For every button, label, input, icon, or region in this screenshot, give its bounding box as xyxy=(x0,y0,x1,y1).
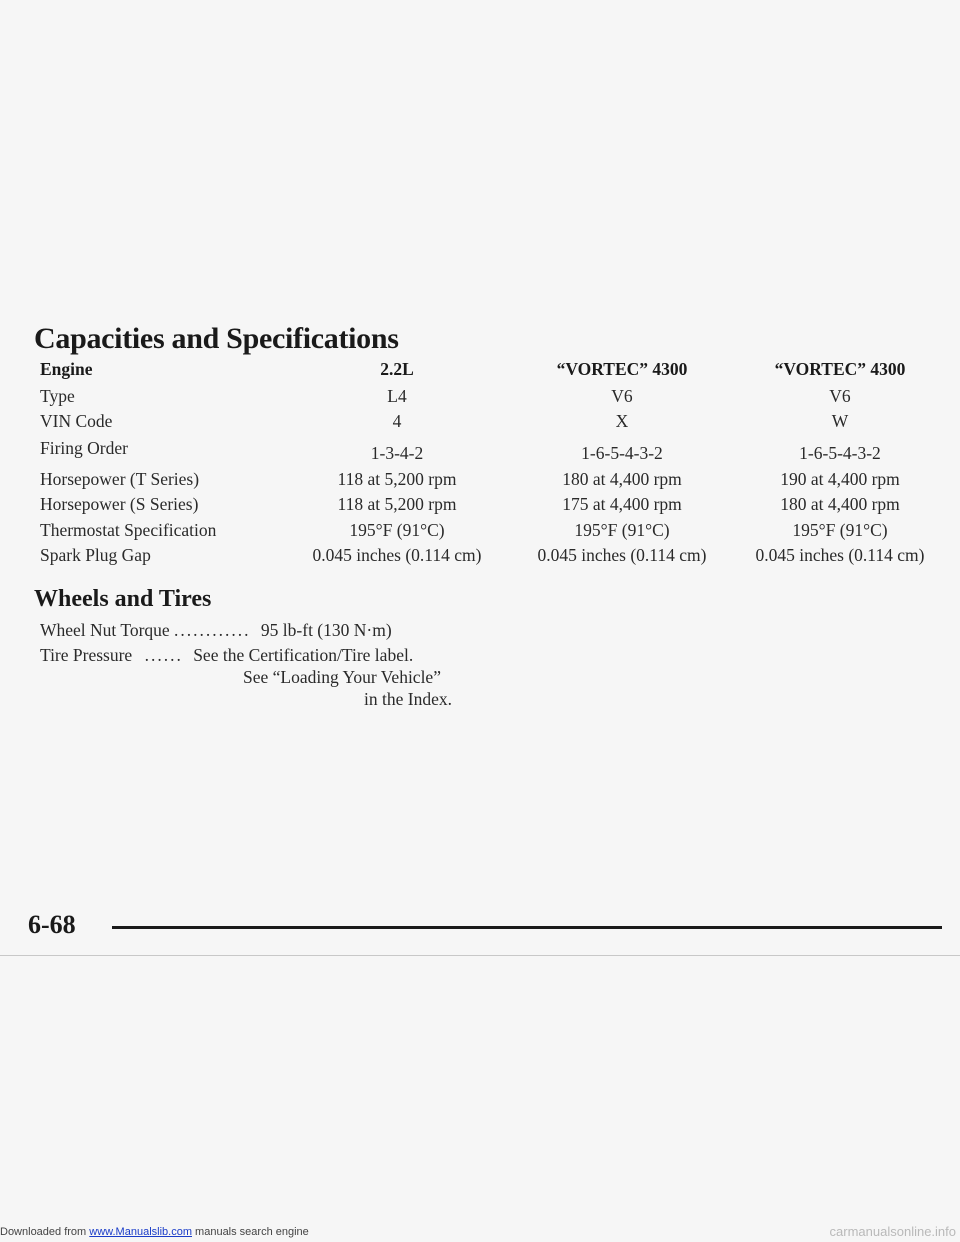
row-value: 118 at 5,200 rpm xyxy=(337,494,457,514)
row-value: 190 at 4,400 rpm xyxy=(780,469,900,489)
tire-pressure-label: Tire Pressure xyxy=(40,645,133,665)
leader-dots: ...... xyxy=(144,645,183,665)
row-value: 0.045 inches (0.114 cm) xyxy=(312,545,482,565)
header-engine-2-2l: 2.2L xyxy=(380,359,414,379)
table-row-spark-plug-gap xyxy=(40,545,940,571)
section-title: Capacities and Specifications xyxy=(34,322,399,355)
tire-pressure-value: See the Certification/Tire label. xyxy=(193,645,414,665)
wheel-nut-torque-value: 95 lb-ft (130 N·m) xyxy=(260,620,392,640)
table-row-horsepower-s xyxy=(40,494,940,520)
footer-rule xyxy=(112,926,942,929)
row-value: 0.045 inches (0.114 cm) xyxy=(755,545,925,565)
row-value: 195°F (91°C) xyxy=(349,520,445,540)
carmanuals-watermark: carmanualsonline.info xyxy=(829,1224,956,1239)
wheels-tires-heading: Wheels and Tires xyxy=(34,586,212,612)
page-number: 6-68 xyxy=(28,910,76,939)
row-label: Type xyxy=(40,386,75,406)
row-value: V6 xyxy=(829,386,851,406)
table-row-horsepower-t xyxy=(40,469,940,495)
row-label: Spark Plug Gap xyxy=(40,545,151,565)
row-value: 195°F (91°C) xyxy=(792,520,888,540)
header-engine-vortec-w: “VORTEC” 4300 xyxy=(774,359,906,379)
row-label: VIN Code xyxy=(40,411,113,431)
row-value: 1-3-4-2 xyxy=(370,443,424,463)
table-row-thermostat xyxy=(40,520,940,546)
tire-pressure-see-index: in the Index. xyxy=(364,689,452,709)
row-value: X xyxy=(615,411,629,431)
row-label: Horsepower (S Series) xyxy=(40,494,199,514)
row-label: Firing Order xyxy=(40,438,128,458)
wheel-nut-torque-line xyxy=(40,620,392,641)
row-value: V6 xyxy=(611,386,633,406)
table-row-firing-order xyxy=(40,438,940,464)
row-value: L4 xyxy=(387,386,407,406)
scan-divider xyxy=(0,955,960,956)
tire-pressure-see-loading: See “Loading Your Vehicle” xyxy=(243,667,441,687)
row-value: 180 at 4,400 rpm xyxy=(562,469,682,489)
table-row-vin-code xyxy=(40,411,940,437)
watermark-suffix: manuals search engine xyxy=(195,1226,309,1238)
row-value: 175 at 4,400 rpm xyxy=(562,494,682,514)
row-value: 4 xyxy=(392,411,402,431)
header-engine-label: Engine xyxy=(40,359,93,379)
watermark-prefix: Downloaded from xyxy=(0,1226,87,1238)
row-value: 118 at 5,200 rpm xyxy=(337,469,457,489)
wheel-nut-torque-label: Wheel Nut Torque xyxy=(40,620,170,640)
manualslib-link[interactable]: www.Manualslib.com xyxy=(89,1226,192,1238)
row-value: 0.045 inches (0.114 cm) xyxy=(537,545,707,565)
tire-pressure-line xyxy=(40,645,413,666)
row-value: 180 at 4,400 rpm xyxy=(780,494,900,514)
row-value: 1-6-5-4-3-2 xyxy=(799,443,881,463)
row-value: W xyxy=(831,411,849,431)
table-header-row xyxy=(40,359,940,385)
leader-dots: ............ xyxy=(174,620,251,640)
header-engine-vortec-x: “VORTEC” 4300 xyxy=(556,359,688,379)
row-label: Horsepower (T Series) xyxy=(40,469,200,489)
row-value: 1-6-5-4-3-2 xyxy=(581,443,663,463)
table-row-type xyxy=(40,386,940,412)
row-value: 195°F (91°C) xyxy=(574,520,670,540)
download-watermark xyxy=(0,1226,309,1238)
row-label: Thermostat Specification xyxy=(40,520,217,540)
